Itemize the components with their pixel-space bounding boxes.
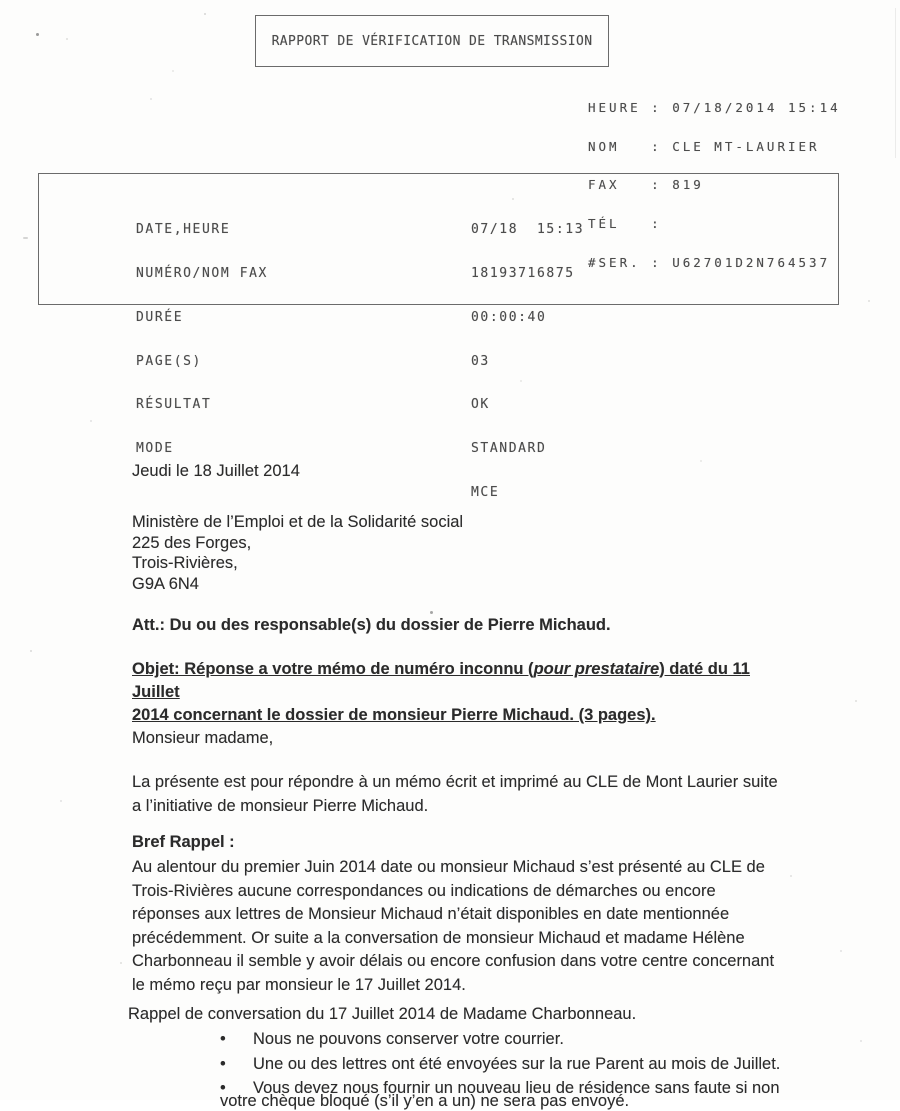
letter-recipient-block [132, 512, 792, 594]
log-label-resultat: RÉSULTAT [136, 397, 212, 413]
bullet-text-3: Vous devez nous fournir un nouveau lieu de résidence sans faute si non [253, 1079, 780, 1097]
recipient-line-ministere: Ministère de l’Emploi et de la Solidarité social [132, 513, 464, 531]
recap-line-6: le mémo reçu par monsieur le 17 Juillet 2014. [132, 975, 466, 994]
log-label-date-heure: DATE,HEURE [136, 222, 231, 238]
bullet-text-1: Nous ne pouvons conserver votre courrier. [253, 1030, 564, 1048]
scan-edge-artifact [895, 8, 896, 158]
bullet-icon: • [220, 1055, 226, 1073]
scan-speck [790, 875, 792, 877]
letter-conversation-heading: Rappel de conversation du 17 Juillet 2014 de Madame Charbonneau. [128, 1005, 637, 1023]
scan-speck [840, 950, 842, 952]
log-value-pages: 03 [471, 353, 490, 369]
letter-recap-heading: Bref Rappel : [132, 833, 235, 851]
scan-speck [90, 420, 92, 422]
letter-attention-line: Att.: Du ou des responsable(s) du dossier de Pierre Michaud. [132, 616, 611, 634]
letter-intro-paragraph [132, 771, 792, 818]
scan-speck [320, 520, 322, 522]
fax-header-line-heure: HEURE : 07/18/2014 15:14 [588, 99, 841, 115]
scan-speck [150, 98, 152, 100]
scan-speck [172, 70, 174, 72]
log-labels-column [136, 194, 268, 486]
log-label-pages: PAGE(S) [136, 353, 202, 369]
recap-line-5: Charbonneau il semble y avoir délais ou encore confusion dans votre centre concernant [132, 952, 775, 970]
scan-speck [430, 611, 433, 614]
log-value-mode-2: MCE [471, 484, 500, 500]
letter-date: Jeudi le 18 Juillet 2014 [132, 462, 300, 480]
fax-header-line-nom: NOM : CLE MT-LAURIER [588, 138, 820, 154]
bullet-icon: • [220, 1079, 226, 1097]
letter-recap-paragraph [132, 856, 792, 997]
fax-header-line-ser: #SER. : U62701D2N764537 [588, 254, 831, 270]
bullet-icon: • [220, 1030, 226, 1048]
log-value-resultat: OK [471, 397, 490, 413]
log-label-duree: DURÉE [136, 309, 184, 325]
recap-line-2: Trois-Rivières aucune correspondances ou indications de démarches ou encore [132, 881, 716, 900]
scan-speck [36, 33, 39, 36]
subject-line-2: 2014 concernant le dossier de monsieur Pierre Michaud. (3 pages). [132, 706, 656, 724]
bullet-item-2 [220, 1055, 880, 1074]
log-label-numero: NUMÉRO/NOM FAX [136, 265, 268, 281]
letter-clipped-line: votre chèque bloqué (s’il y’en a un) ne sera pas envoyé. [220, 1092, 630, 1110]
log-value-duree: 00:00:40 [471, 309, 547, 325]
scan-speck [855, 700, 857, 702]
fax-header-line-fax: FAX : 819 [588, 177, 704, 193]
recap-line-4: précédemment. Or suite a la conversation de monsieur Michaud et madame Hélène [132, 928, 745, 947]
intro-line-2: a l’initiative de monsieur Pierre Michaud. [132, 796, 429, 815]
subject-line1-post: ) daté du 11 Juillet [132, 660, 750, 701]
scan-speck [204, 13, 206, 15]
scan-speck [60, 800, 62, 802]
subject-line1-pre: Objet: Réponse a votre mémo de numéro inconnu ( [132, 660, 534, 678]
report-title: RAPPORT DE VÉRIFICATION DE TRANSMISSION [271, 33, 593, 49]
intro-line-1: La présente est pour répondre à un mémo écrit et imprimé au CLE de Mont Laurier suite [132, 773, 778, 791]
log-value-date-heure: 07/18 15:13 [471, 222, 585, 238]
scan-speck [120, 962, 122, 964]
scan-speck [520, 380, 522, 382]
bullet-item-1 [220, 1030, 880, 1049]
scan-speck [66, 38, 68, 40]
recap-line-3: réponses aux lettres de Monsieur Michaud n’était disponibles en date mentionnée [132, 905, 730, 923]
letter-salutation: Monsieur madame, [132, 729, 274, 747]
scan-speck [512, 198, 514, 200]
report-title-box [255, 15, 609, 67]
bullet-text-2: Une ou des lettres ont été envoyées sur la rue Parent au mois de Juillet. [253, 1055, 781, 1073]
recap-line-1: Au alentour du premier Juin 2014 date ou monsieur Michaud s’est présenté au CLE de [132, 858, 765, 876]
subject-line-1 [132, 658, 792, 704]
log-value-numero: 18193716875 [471, 265, 575, 281]
scan-speck [23, 237, 28, 239]
fax-header-line-tel: TÉL : [588, 215, 662, 231]
log-value-mode: STANDARD [471, 441, 547, 457]
subject-line1-italic: pour prestataire [533, 660, 660, 678]
scan-speck [868, 300, 870, 302]
scan-speck [30, 650, 32, 652]
recipient-line-city: Trois-Rivières, [132, 554, 238, 573]
recipient-line-postal: G9A 6N4 [132, 574, 199, 593]
scan-speck [700, 460, 702, 462]
scan-speck [860, 1040, 862, 1042]
log-label-mode: MODE [136, 441, 174, 457]
recipient-line-street: 225 des Forges, [132, 533, 252, 552]
letter-subject-block [132, 658, 792, 727]
